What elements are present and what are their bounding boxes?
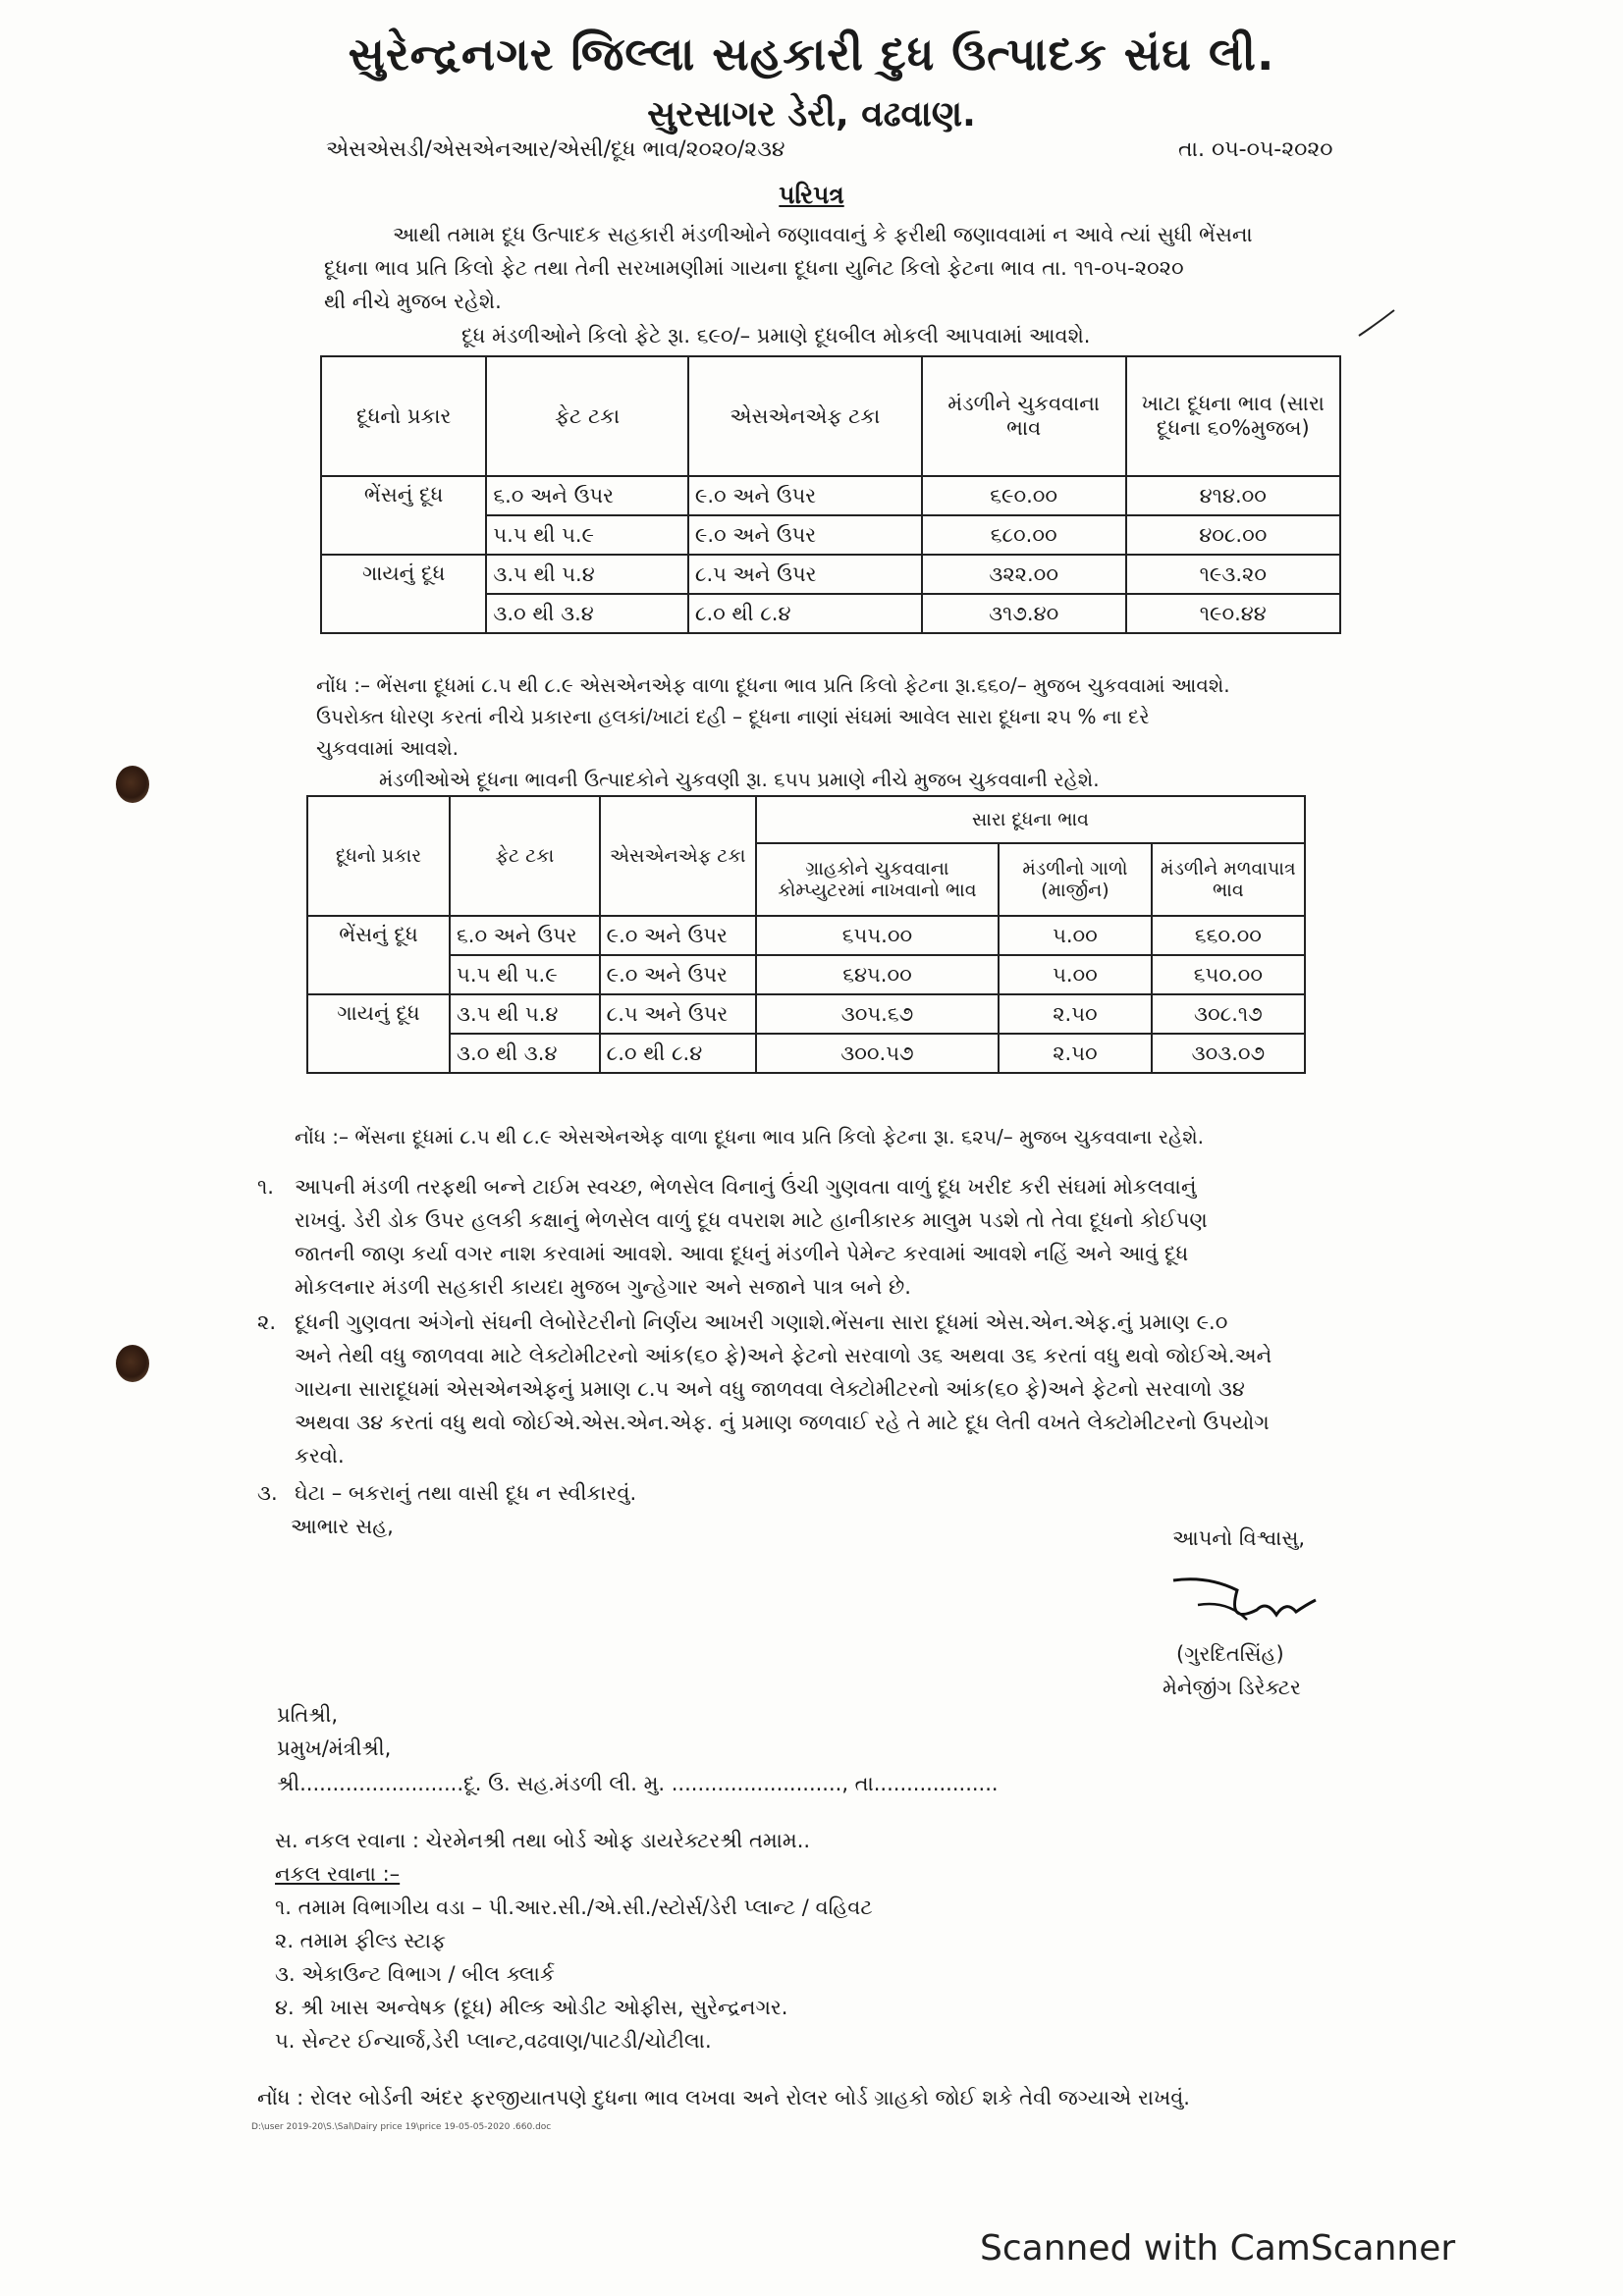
reference-number: એસએસડી/એસએનઆર/એસી/દૂધ ભાવ/૨૦૨૦/૨૩૪ — [326, 137, 785, 162]
table-row — [321, 476, 1340, 515]
point2-line-2: અને તેથી વધુ જાળવવા માટે લેક્ટોમીટરનો આંક(૬૦ ફે)અને ફેટનો સરવાળો ૩૬ અથવા ૩૬ કરતાં વધુ થવો જોઈએ.અને — [295, 1344, 1272, 1367]
copy-item-4: ૪. શ્રી ખાસ અન્વેષક (દૂધ) મીલ્ક ઓડીટ ઓફીસ, સુરેન્દ્રનગર. — [275, 1996, 788, 2019]
note1-line-2: ઉપરોક્ત ધોરણ કરતાં નીચે પ્રકારના હલકાં/ખાટાં દહી – દૂધના નાણાં સંઘમાં આવેલ સારા દૂધના ૨૫ % ના દરે — [316, 705, 1150, 728]
file-path-footer: D:\user 2019-20\S.\Sal\Dairy price 19\price 19-05-05-2020 .660.doc — [251, 2122, 552, 2132]
t1-sour: ૧૯૩.૨૦ — [1126, 555, 1340, 594]
union-title: સુરેન્દ્રનગર જિલ્લા સહકારી દુધ ઉત્પાદક સંઘ લી. — [348, 27, 1275, 80]
signatory-name: (ગુરદિતસિંહ) — [1176, 1642, 1284, 1666]
point1-line-2: રાખવું. ડેરી ડોક ઉપર હલકી કક્ષાનું ભેળસેલ વાળું દૂધ વપરાશ માટે હાનીકારક માલુમ પડશે તો તેવા દૂધનો કોઈપણ — [295, 1208, 1208, 1232]
t1-rate: ૬૮૦.૦૦ — [922, 515, 1126, 555]
t2-society: ૬૬૦.૦૦ — [1152, 916, 1305, 955]
t2-customer: ૩૦૦.૫૭ — [756, 1034, 999, 1073]
intro-line-1: આથી તમામ દૂધ ઉત્પાદક સહકારી મંડળીઓને જણાવવાનું કે ફરીથી જણાવવામાં ન આવે ત્યાં સુધી ભેંસના — [393, 223, 1253, 246]
t2-society: ૩૦૩.૦૭ — [1152, 1034, 1305, 1073]
punch-hole-top — [116, 766, 149, 803]
copy-item-5: ૫. સેન્ટર ઈન્ચાર્જ,ડેરી પ્લાન્ટ,વઢવાણ/પાટડી/ચોટીલા. — [275, 2029, 712, 2053]
recipient-line-3: શ્રી.........................દૂ. ઉ. સહ.મંડળી લી. મુ. .........................., તા................... — [277, 1772, 999, 1795]
point1-line-4: મોકલનાર મંડળી સહકારી કાયદા મુજબ ગુન્હેગાર અને સજાને પાત્ર બને છે. — [295, 1275, 911, 1299]
point1-line-1: આપની મંડળી તરફથી બન્ને ટાઈમ સ્વચ્છ, ભેળસેલ વિનાનું ઉંચી ગુણવતા વાળું દૂધ ખરીદ કરી સંઘમાં મોકલવાનું — [295, 1175, 1197, 1199]
note2-line-1: નોંધ :– ભેંસના દૂધમાં ૮.૫ થી ૮.૯ એસએનએફ વાળા દૂધના ભાવ પ્રતિ કિલો ફેટના રૂા. ૬૨૫/– મુજબ ચુકવવાના રહેશે. — [295, 1125, 1205, 1148]
t2-society: ૬૫૦.૦૦ — [1152, 955, 1305, 994]
signature-mark — [1168, 1571, 1325, 1639]
table-row — [307, 955, 1305, 994]
point2-line-5: કરવો. — [295, 1444, 345, 1468]
t1-fat: ૬.૦ અને ઉપર — [486, 476, 688, 515]
t2-snf: ૮.૫ અને ઉપર — [600, 994, 756, 1034]
t2-margin: ૫.૦૦ — [999, 955, 1152, 994]
t1-snf: ૮.૫ અને ઉપર — [688, 555, 922, 594]
point1-number: ૧. — [257, 1175, 274, 1199]
t2-header-group: સારા દૂધના ભાવ — [756, 796, 1305, 843]
point3-number: ૩. — [257, 1481, 278, 1505]
t2-snf: ૮.૦ થી ૮.૪ — [600, 1034, 756, 1073]
table-row — [307, 916, 1305, 955]
recipient-line-2: પ્રમુખ/મંત્રીશ્રી, — [277, 1736, 392, 1760]
t1-snf: ૯.૦ અને ઉપર — [688, 476, 922, 515]
t2-margin: ૨.૫૦ — [999, 1034, 1152, 1073]
t1-rate: ૩૧૭.૪૦ — [922, 594, 1126, 633]
t2-fat: ૩.૫ થી ૫.૪ — [450, 994, 600, 1034]
t2-header-margin: મંડળીનો ગાળો (માર્જીન) — [999, 843, 1152, 916]
t2-margin: ૨.૫૦ — [999, 994, 1152, 1034]
point2-line-3: ગાયના સારાદૂધમાં એસએનએફનું પ્રમાણ ૮.૫ અને વધુ જાળવવા લેક્ટોમીટરનો આંક(૬૦ ફે)અને ફેટનો સરવાળો ૩૪ — [295, 1377, 1245, 1401]
t2-type-buffalo: ભેંસનું દૂધ — [307, 916, 450, 994]
t1-fat: ૫.૫ થી ૫.૯ — [486, 515, 688, 555]
note1-line-3: ચુકવવામાં આવશે. — [316, 736, 459, 760]
t1-sour: ૧૯૦.૪૪ — [1126, 594, 1340, 633]
t2-society: ૩૦૮.૧૭ — [1152, 994, 1305, 1034]
t1-snf: ૯.૦ અને ઉપર — [688, 515, 922, 555]
closing-line: આપનો વિશ્વાસુ, — [1172, 1526, 1306, 1550]
table-row — [307, 1034, 1305, 1073]
rate-table-society — [320, 355, 1341, 634]
t2-customer: ૬૪૫.૦૦ — [756, 955, 999, 994]
t2-fat: ૬.૦ અને ઉપર — [450, 916, 600, 955]
dairy-subtitle: સુરસાગર ડેરી, વઢવાણ. — [647, 94, 976, 134]
t1-sour: ૪૧૪.૦૦ — [1126, 476, 1340, 515]
point2-number: ૨. — [257, 1310, 277, 1334]
t1-snf: ૮.૦ થી ૮.૪ — [688, 594, 922, 633]
copy-item-2: ૨. તમામ ફીલ્ડ સ્ટાફ — [275, 1929, 446, 1952]
copy-sa-line: સ. નકલ રવાના : ચેરમેનશ્રી તથા બોર્ડ ઓફ ડાયરેક્ટરશ્રી તમામ.. — [275, 1829, 811, 1852]
t1-header-rate: મંડળીને ચુકવવાના ભાવ — [922, 356, 1126, 476]
punch-hole-bottom — [116, 1345, 149, 1382]
t2-header-fat: ફેટ ટકા — [450, 796, 600, 916]
t2-header-society: મંડળીને મળવાપાત્ર ભાવ — [1152, 843, 1305, 916]
copy-item-1: ૧. તમામ વિભાગીય વડા – પી.આર.સી./એ.સી./સ્ટોર્સ/ડેરી પ્લાન્ટ / વહિવટ — [275, 1896, 873, 1919]
t2-fat: ૩.૦ થી ૩.૪ — [450, 1034, 600, 1073]
point2-line-4: અથવા ૩૪ કરતાં વધુ થવો જોઈએ.એસ.એન.એફ. નું પ્રમાણ જળવાઈ રહે તે માટે દૂધ લેતી વખતે લેક્ટોમીટરનો ઉપયોગ — [295, 1411, 1270, 1434]
point1-line-3: જાતની જાણ કર્યા વગર નાશ કરવામાં આવશે. આવા દૂધનું મંડળીને પેમેન્ટ કરવામાં આવશે નહિં અને આવું દૂધ — [295, 1242, 1189, 1265]
table-row — [321, 555, 1340, 594]
table-row — [307, 994, 1305, 1034]
t2-snf: ૯.૦ અને ઉપર — [600, 916, 756, 955]
t1-sour: ૪૦૮.૦૦ — [1126, 515, 1340, 555]
t2-type-cow: ગાયનું દૂધ — [307, 994, 450, 1073]
t1-header-snf: એસએનએફ ટકા — [688, 356, 922, 476]
intro-line-3: થી નીચે મુજબ રહેશે. — [324, 290, 502, 313]
bill-rate-line: દૂધ મંડળીઓને કિલો ફેટે રૂા. ૬૯૦/– પ્રમાણે દૂધબીલ મોકલી આપવામાં આવશે. — [461, 324, 1091, 347]
t2-customer: ૬૫૫.૦૦ — [756, 916, 999, 955]
recipient-line-1: પ્રતિશ્રી, — [277, 1703, 339, 1727]
t2-header-type: દૂધનો પ્રકાર — [307, 796, 450, 916]
copy-item-3: ૩. એકાઉન્ટ વિભાગ / બીલ ક્લાર્ક — [275, 1962, 555, 1986]
t2-fat: ૫.૫ થી ૫.૯ — [450, 955, 600, 994]
final-note: નોંધ : રોલર બોર્ડની અંદર ફરજીયાતપણે દુધના ભાવ લખવા અને રોલર બોર્ડ ગ્રાહકો જોઈ શકે તેવી જગ્યાએ રાખવું. — [257, 2086, 1190, 2109]
t1-fat: ૩.૫ થી ૫.૪ — [486, 555, 688, 594]
t2-margin: ૫.૦૦ — [999, 916, 1152, 955]
t1-fat: ૩.૦ થી ૩.૪ — [486, 594, 688, 633]
point2-line-1: દૂધની ગુણવતા અંગેનો સંઘની લેબોરેટરીનો નિર્ણય આખરી ગણાશે.ભેંસના સારા દૂધમાં એસ.એન.એફ.નું પ્રમાણ ૯.૦ — [295, 1310, 1228, 1334]
t1-header-type: દૂધનો પ્રકાર — [321, 356, 486, 476]
copy-heading: નકલ રવાના :– — [275, 1862, 401, 1886]
t2-header-customer: ગ્રાહકોને ચુકવવાના કોમ્પ્યુટરમાં નાખવાનો ભાવ — [756, 843, 999, 916]
t1-header-sour: ખાટા દૂધના ભાવ (સારા દૂધના ૬૦%મુજબ) — [1126, 356, 1340, 476]
check-mark — [1357, 306, 1396, 340]
t2-header-snf: એસએનએફ ટકા — [600, 796, 756, 916]
circular-heading: પરિપત્ર — [779, 181, 844, 209]
point3-line-1: ઘેટા – બકરાનું તથા વાસી દૂધ ન સ્વીકારવું. — [295, 1481, 637, 1505]
t1-type-buffalo: ભેંસનું દૂધ — [321, 476, 486, 555]
note1-line-4: મંડળીઓએ દૂધના ભાવની ઉત્પાદકોને ચુકવણી રૂા. ૬૫૫ પ્રમાણે નીચે મુજબ ચુકવવાની રહેશે. — [379, 768, 1100, 791]
note1-line-1: નોંધ :– ભેંસના દૂધમાં ૮.૫ થી ૮.૯ એસએનએફ વાળા દૂધના ભાવ પ્રતિ કિલો ફેટના રૂા.૬૬૦/– મુજબ ચુકવવામાં આવશે. — [316, 673, 1230, 697]
t1-header-fat: ફેટ ટકા — [486, 356, 688, 476]
t2-snf: ૯.૦ અને ઉપર — [600, 955, 756, 994]
thanks-line: આભાર સહ, — [291, 1515, 394, 1538]
t1-rate: ૬૯૦.૦૦ — [922, 476, 1126, 515]
camscanner-watermark: Scanned with CamScanner — [980, 2228, 1456, 2269]
document-date: તા. ૦૫-૦૫-૨૦૨૦ — [1178, 137, 1333, 162]
intro-line-2: દૂધના ભાવ પ્રતિ કિલો ફેટ તથા તેની સરખામણીમાં ગાયના દૂધના યુનિટ કિલો ફેટના ભાવ તા. ૧૧-૦૫-૨૦૨૦ — [324, 256, 1184, 280]
t2-customer: ૩૦૫.૬૭ — [756, 994, 999, 1034]
signatory-designation: મેનેજીંગ ડિરેક્ટર — [1163, 1676, 1301, 1699]
t1-rate: ૩૨૨.૦૦ — [922, 555, 1126, 594]
t1-type-cow: ગાયનું દૂધ — [321, 555, 486, 633]
rate-table-producer — [306, 795, 1306, 1074]
